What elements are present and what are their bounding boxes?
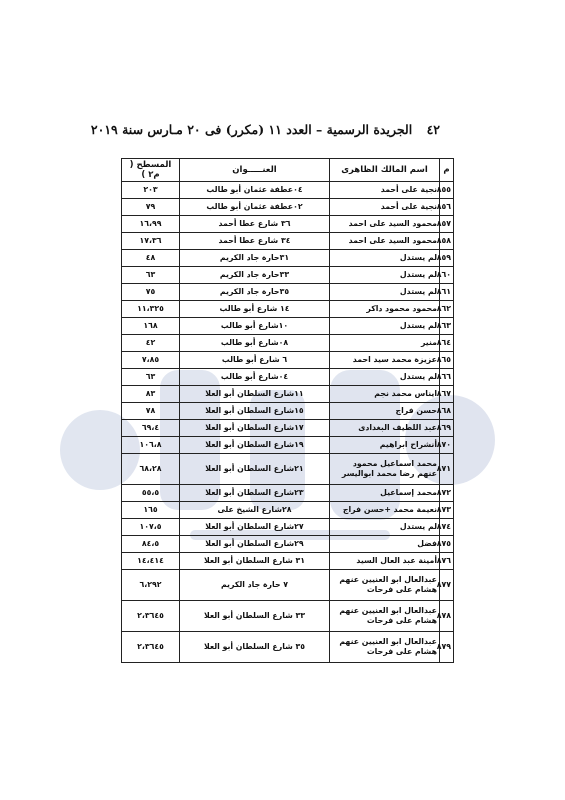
owner-name: محمد اسماعيل محمود عنهم رضا محمد ابواليسر bbox=[330, 454, 440, 485]
row-number: ٨٧٧ bbox=[440, 570, 454, 601]
owner-name: عبد اللطيف البغدادى bbox=[330, 420, 440, 437]
table-row bbox=[122, 216, 454, 233]
owner-name: محمود محمود داكر bbox=[330, 301, 440, 318]
area-value: ٢٠٣ bbox=[122, 182, 180, 199]
area-value: ٢،٣٦٤٥ bbox=[122, 601, 180, 632]
owner-name: عبدالعال ابو العنيين عنهم هشام على فرحات bbox=[330, 632, 440, 663]
table-row bbox=[122, 553, 454, 570]
area-value: ١٦،٩٩ bbox=[122, 216, 180, 233]
owner-name: لم يستدل bbox=[330, 369, 440, 386]
address: ٣٣حارة جاد الكريم bbox=[180, 267, 330, 284]
col-header-address: العنـــــوان bbox=[180, 159, 330, 182]
owner-name: منير bbox=[330, 335, 440, 352]
row-number: ٨٥٦ bbox=[440, 199, 454, 216]
table-row bbox=[122, 335, 454, 352]
area-value: ٨٣ bbox=[122, 386, 180, 403]
table-row bbox=[122, 454, 454, 485]
row-number: ٨٦٤ bbox=[440, 335, 454, 352]
table-row bbox=[122, 199, 454, 216]
table-row bbox=[122, 437, 454, 454]
address: ٢٧شارع السلطان أبو العلا bbox=[180, 519, 330, 536]
table-row bbox=[122, 601, 454, 632]
owner-name: لم يستدل bbox=[330, 267, 440, 284]
area-value: ٦٣ bbox=[122, 267, 180, 284]
table-row bbox=[122, 318, 454, 335]
row-number: ٨٧٦ bbox=[440, 553, 454, 570]
address: ١٤ شارع أبو طالب bbox=[180, 301, 330, 318]
table-row bbox=[122, 284, 454, 301]
page-header bbox=[90, 122, 440, 140]
area-value: ٤٢ bbox=[122, 335, 180, 352]
address: ٦ شارع أبو طالب bbox=[180, 352, 330, 369]
address: ٣٥ شارع السلطان أبو العلا bbox=[180, 632, 330, 663]
col-header-owner: اسم المالك الظاهرى bbox=[330, 159, 440, 182]
address: ١٧شارع السلطان أبو العلا bbox=[180, 420, 330, 437]
area-value: ٧٥ bbox=[122, 284, 180, 301]
owner-name: أنشراح ابراهيم bbox=[330, 437, 440, 454]
row-number: ٨٧٢ bbox=[440, 485, 454, 502]
address: ٠٢عطفة عثمان أبو طالب bbox=[180, 199, 330, 216]
row-number: ٨٦٢ bbox=[440, 301, 454, 318]
table-row bbox=[122, 267, 454, 284]
owner-name: نجية على أحمد bbox=[330, 199, 440, 216]
owner-name: أمينة عبد العال السيد bbox=[330, 553, 440, 570]
area-value: ٧،٨٥ bbox=[122, 352, 180, 369]
table-header-row bbox=[122, 159, 454, 182]
row-number: ٨٦٨ bbox=[440, 403, 454, 420]
properties-table bbox=[121, 158, 454, 663]
address: ٣٥حارة جاد الكريم bbox=[180, 284, 330, 301]
area-value: ٦٩،٤ bbox=[122, 420, 180, 437]
owner-name: محمد إسماعيل bbox=[330, 485, 440, 502]
owner-name: لم يستدل bbox=[330, 284, 440, 301]
address: ٠٨شارع أبو طالب bbox=[180, 335, 330, 352]
row-number: ٨٦٩ bbox=[440, 420, 454, 437]
table-row bbox=[122, 352, 454, 369]
table-row bbox=[122, 485, 454, 502]
row-number: ٨٦٧ bbox=[440, 386, 454, 403]
address: ٣٣ شارع السلطان أبو العلا bbox=[180, 601, 330, 632]
owner-name: نعيمة محمد +حسن فراج bbox=[330, 502, 440, 519]
col-header-area: المسطح ( م٢ ) bbox=[122, 159, 180, 182]
area-value: ١٤،٤١٤ bbox=[122, 553, 180, 570]
area-value: ٦٨،٢٨ bbox=[122, 454, 180, 485]
row-number: ٨٧٥ bbox=[440, 536, 454, 553]
area-value: ٥٥،٥ bbox=[122, 485, 180, 502]
row-number: ٨٥٨ bbox=[440, 233, 454, 250]
owner-name: عبدالعال ابو العنيين عنهم هشام على فرحات bbox=[330, 601, 440, 632]
address: ٢٨شارع الشيخ على bbox=[180, 502, 330, 519]
row-number: ٨٦١ bbox=[440, 284, 454, 301]
address: ١٠شارع أبو طالب bbox=[180, 318, 330, 335]
row-number: ٨٧٨ bbox=[440, 601, 454, 632]
row-number: ٨٦٠ bbox=[440, 267, 454, 284]
address: ٣٤ شارع عطا أحمد bbox=[180, 233, 330, 250]
owner-name: محمود السيد على احمد bbox=[330, 233, 440, 250]
table-row bbox=[122, 502, 454, 519]
owner-name: ايناس محمد نجم bbox=[330, 386, 440, 403]
table-row bbox=[122, 570, 454, 601]
owner-name: عبدالعال ابو العنيين عنهم هشام على فرحات bbox=[330, 570, 440, 601]
owner-name: نجية على أحمد bbox=[330, 182, 440, 199]
owner-name: عزيزة محمد سيد احمد bbox=[330, 352, 440, 369]
address: ٣١حارة جاد الكريم bbox=[180, 250, 330, 267]
table-row bbox=[122, 250, 454, 267]
table-row bbox=[122, 233, 454, 250]
row-number: ٨٧٠ bbox=[440, 437, 454, 454]
page-number: ٤٢ bbox=[426, 122, 440, 137]
area-value: ١٧،٣٦ bbox=[122, 233, 180, 250]
address: ٣٦ شارع عطا أحمد bbox=[180, 216, 330, 233]
gazette-title: الجريدة الرسمية – العدد ١١ (مكرر) فى ٢٠ مـارس سنة ٢٠١٩ bbox=[90, 122, 413, 137]
address: ١١شارع السلطان أبو العلا bbox=[180, 386, 330, 403]
area-value: ٢،٣٦٤٥ bbox=[122, 632, 180, 663]
address: ٣١ شارع السلطان أبو العلا bbox=[180, 553, 330, 570]
table-row bbox=[122, 536, 454, 553]
address: ٠٤عطفة عثمان أبو طالب bbox=[180, 182, 330, 199]
owner-name: لم يستدل bbox=[330, 519, 440, 536]
area-value: ٤٨ bbox=[122, 250, 180, 267]
row-number: ٨٥٩ bbox=[440, 250, 454, 267]
area-value: ٨٤،٥ bbox=[122, 536, 180, 553]
row-number: ٨٧٤ bbox=[440, 519, 454, 536]
address: ٢١شارع السلطان أبو العلا bbox=[180, 454, 330, 485]
row-number: ٨٧٩ bbox=[440, 632, 454, 663]
address: ١٥شارع السلطان أبو العلا bbox=[180, 403, 330, 420]
area-value: ٦٣ bbox=[122, 369, 180, 386]
table-row bbox=[122, 420, 454, 437]
area-value: ٧٨ bbox=[122, 403, 180, 420]
row-number: ٨٥٥ bbox=[440, 182, 454, 199]
row-number: ٨٦٣ bbox=[440, 318, 454, 335]
area-value: ١٦٨ bbox=[122, 318, 180, 335]
row-number: ٨٦٥ bbox=[440, 352, 454, 369]
table-row bbox=[122, 403, 454, 420]
owner-name: حسن فراج bbox=[330, 403, 440, 420]
table-row bbox=[122, 632, 454, 663]
table-row bbox=[122, 301, 454, 318]
owner-name: فضل bbox=[330, 536, 440, 553]
owner-name: لم يستدل bbox=[330, 250, 440, 267]
area-value: ٧٩ bbox=[122, 199, 180, 216]
area-value: ١٦٥ bbox=[122, 502, 180, 519]
table-row bbox=[122, 519, 454, 536]
row-number: ٨٧١ bbox=[440, 454, 454, 485]
row-number: ٨٧٣ bbox=[440, 502, 454, 519]
col-header-number: م bbox=[440, 159, 454, 182]
address: ٠٤شارع أبو طالب bbox=[180, 369, 330, 386]
owner-name: لم يستدل bbox=[330, 318, 440, 335]
table-row bbox=[122, 182, 454, 199]
owner-name: محمود السيد على احمد bbox=[330, 216, 440, 233]
address: ٧ حارة جاد الكريم bbox=[180, 570, 330, 601]
address: ٢٩شارع السلطان أبو العلا bbox=[180, 536, 330, 553]
address: ١٩شارع السلطان أبو العلا bbox=[180, 437, 330, 454]
area-value: ١١،٣٢٥ bbox=[122, 301, 180, 318]
table-row bbox=[122, 369, 454, 386]
address: ٢٣شارع السلطان أبو العلا bbox=[180, 485, 330, 502]
area-value: ٦،٢٩٢ bbox=[122, 570, 180, 601]
area-value: ١٠٦،٨ bbox=[122, 437, 180, 454]
row-number: ٨٥٧ bbox=[440, 216, 454, 233]
area-value: ١٠٧،٥ bbox=[122, 519, 180, 536]
row-number: ٨٦٦ bbox=[440, 369, 454, 386]
table-row bbox=[122, 386, 454, 403]
